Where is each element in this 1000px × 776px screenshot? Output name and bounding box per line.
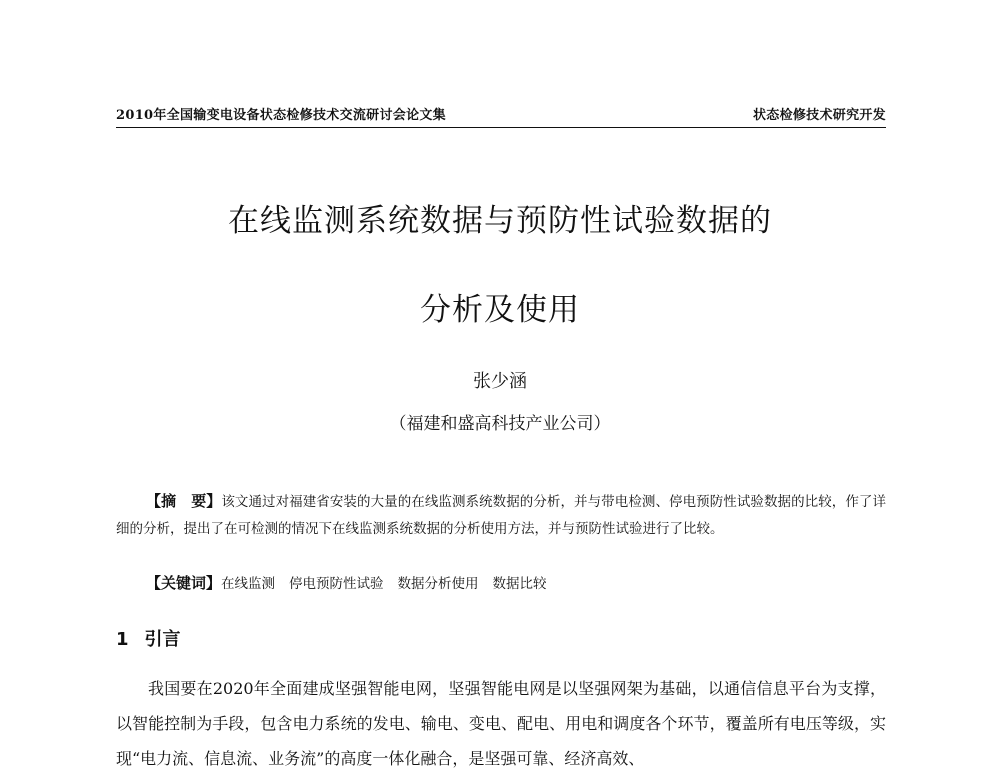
- keyword-item: 停电预防性试验: [289, 576, 384, 592]
- keyword-item: 数据比较: [492, 576, 547, 592]
- keyword-item: 数据分析使用: [397, 576, 479, 592]
- abstract-label: 【摘 要】: [146, 492, 222, 510]
- abstract-text: 该文通过对福建省安装的大量的在线监测系统数据的分析，并与带电检测、停电预防性试验数据的比较，作了详细的分析，提出了在可检测的情况下在线监测系统数据的分析使用方法，并与预防性试验进行了比较。: [116, 494, 886, 537]
- keywords-label: 【关键词】: [146, 574, 222, 592]
- running-header: [116, 104, 886, 128]
- keywords: [146, 570, 886, 598]
- header-proceedings-title: 2010年全国输变电设备状态检修技术交流研讨会论文集: [116, 108, 446, 123]
- paper-title-line-1: 在线监测系统数据与预防性试验数据的: [228, 203, 772, 239]
- abstract: [116, 488, 886, 543]
- section-heading: [116, 625, 181, 651]
- author-name: 张少涵: [473, 371, 527, 392]
- author-affiliation: （福建和盛高科技产业公司）: [389, 414, 611, 434]
- section-number: 1: [116, 629, 129, 650]
- paper-title-line-2: 分析及使用: [420, 292, 580, 328]
- keyword-item: 在线监测: [221, 576, 276, 592]
- header-section-title: 状态检修技术研究开发: [752, 108, 886, 123]
- section-title: 引言: [144, 629, 181, 650]
- section-body-text: 我国要在2020年全面建成坚强智能电网，坚强智能电网是以坚强网架为基础，以通信信息平台为支撑，以智能控制为手段，包含电力系统的发电、输电、变电、配电、用电和调度各个环节，覆盖所有电压等级，实现“电力流、信息流、业务流”的高度一体化融合，是坚强可靠、经济高效、: [116, 679, 886, 768]
